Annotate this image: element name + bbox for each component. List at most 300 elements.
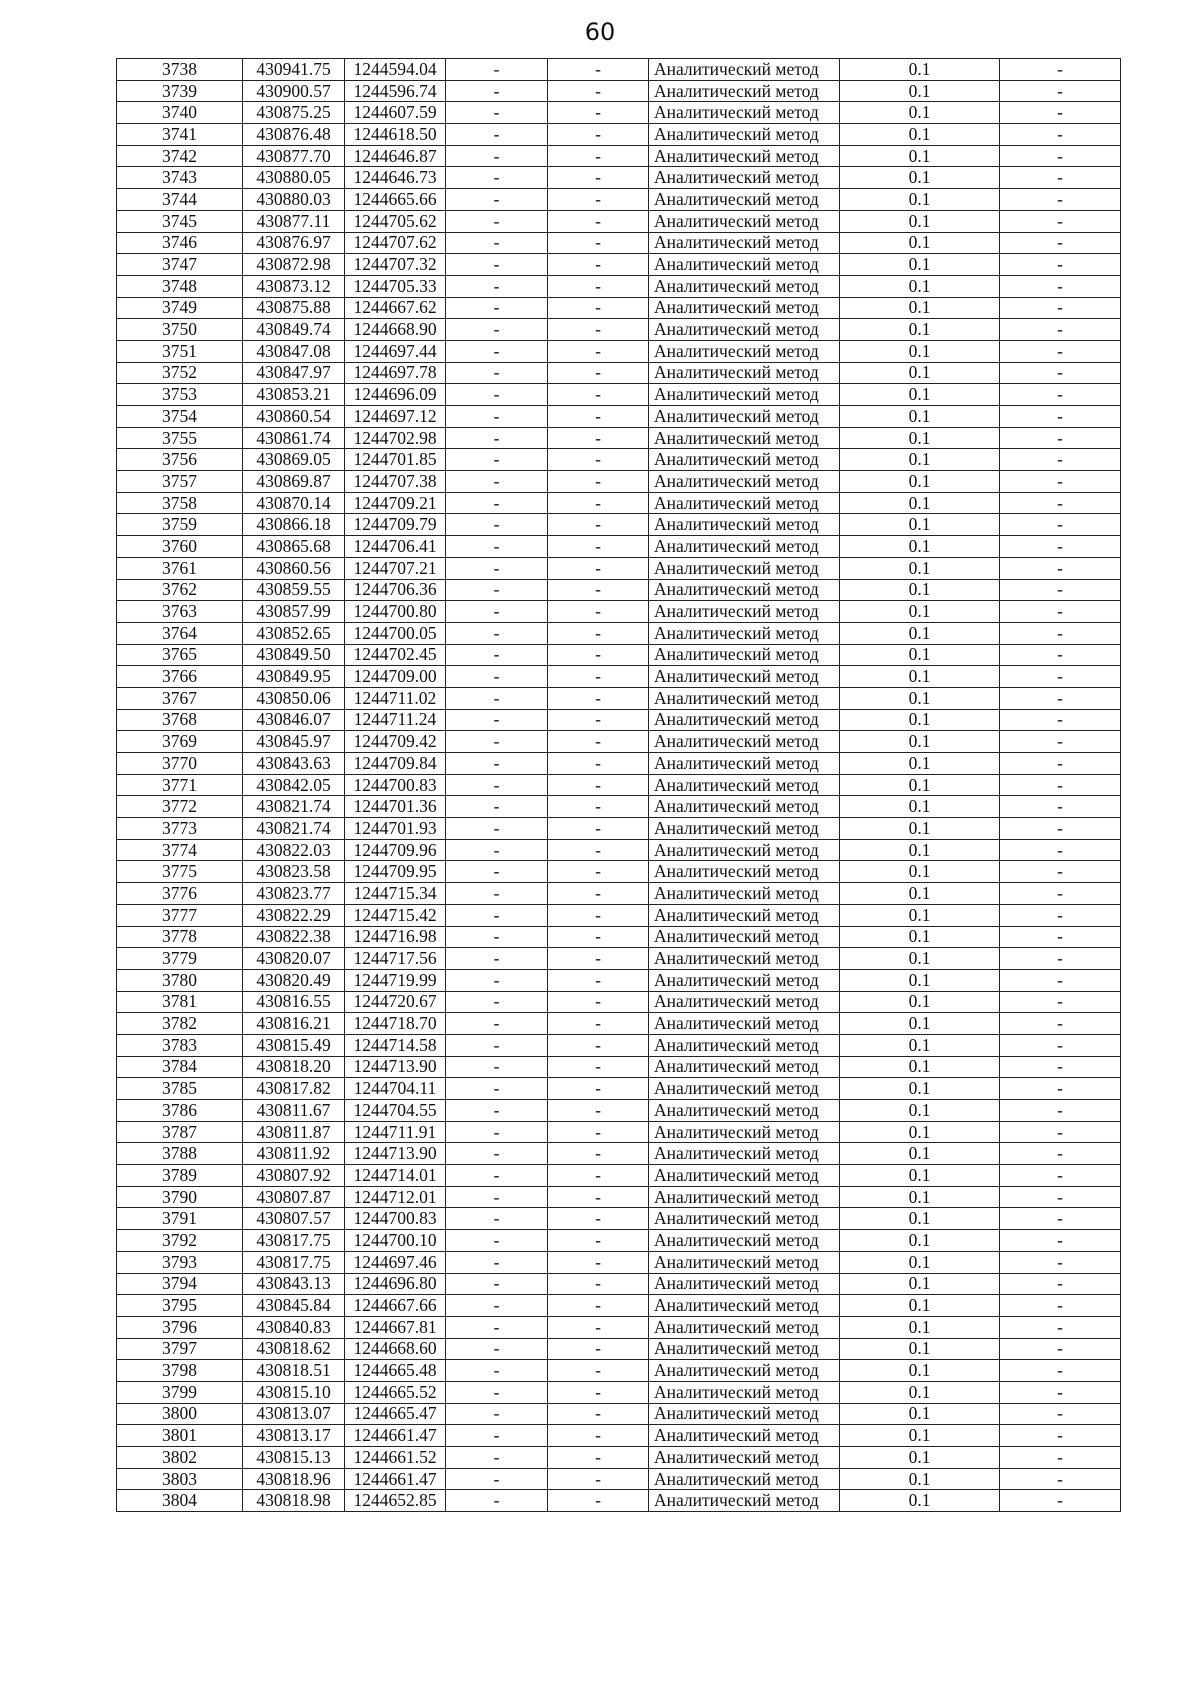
cell-coord-x: 430820.49 — [243, 969, 345, 991]
cell-method: Аналитический метод — [649, 514, 840, 536]
cell-accuracy: 0.1 — [840, 731, 1000, 753]
table-row — [117, 254, 1121, 276]
cell-method: Аналитический метод — [649, 818, 840, 840]
cell-col-dash-3: - — [1000, 926, 1121, 948]
cell-col-dash-2: - — [548, 102, 649, 124]
cell-col-dash-3: - — [1000, 210, 1121, 232]
table-row — [117, 1230, 1121, 1252]
cell-col-dash-1: - — [446, 1208, 548, 1230]
table-row — [117, 275, 1121, 297]
table-row — [117, 514, 1121, 536]
cell-col-dash-3: - — [1000, 1295, 1121, 1317]
cell-method: Аналитический метод — [649, 1100, 840, 1122]
cell-accuracy: 0.1 — [840, 210, 1000, 232]
cell-coord-y: 1244711.02 — [345, 687, 446, 709]
cell-accuracy: 0.1 — [840, 1295, 1000, 1317]
cell-coord-y: 1244696.09 — [345, 384, 446, 406]
cell-col-dash-2: - — [548, 1381, 649, 1403]
cell-coord-y: 1244667.66 — [345, 1295, 446, 1317]
cell-accuracy: 0.1 — [840, 1056, 1000, 1078]
cell-col-dash-1: - — [446, 384, 548, 406]
cell-accuracy: 0.1 — [840, 687, 1000, 709]
cell-col-dash-2: - — [548, 319, 649, 341]
cell-point-number: 3784 — [117, 1056, 243, 1078]
cell-accuracy: 0.1 — [840, 362, 1000, 384]
cell-col-dash-2: - — [548, 145, 649, 167]
cell-accuracy: 0.1 — [840, 1273, 1000, 1295]
cell-coord-x: 430845.84 — [243, 1295, 345, 1317]
cell-point-number: 3774 — [117, 839, 243, 861]
cell-col-dash-3: - — [1000, 1078, 1121, 1100]
cell-coord-y: 1244711.24 — [345, 709, 446, 731]
cell-method: Аналитический метод — [649, 362, 840, 384]
cell-coord-y: 1244700.05 — [345, 622, 446, 644]
cell-point-number: 3746 — [117, 232, 243, 254]
cell-col-dash-2: - — [548, 362, 649, 384]
cell-coord-y: 1244707.21 — [345, 557, 446, 579]
cell-col-dash-1: - — [446, 275, 548, 297]
cell-accuracy: 0.1 — [840, 1078, 1000, 1100]
table-row — [117, 1316, 1121, 1338]
cell-col-dash-3: - — [1000, 1381, 1121, 1403]
cell-accuracy: 0.1 — [840, 427, 1000, 449]
cell-coord-y: 1244705.62 — [345, 210, 446, 232]
cell-accuracy: 0.1 — [840, 796, 1000, 818]
cell-col-dash-2: - — [548, 406, 649, 428]
cell-col-dash-1: - — [446, 80, 548, 102]
cell-col-dash-2: - — [548, 557, 649, 579]
cell-coord-y: 1244667.62 — [345, 297, 446, 319]
cell-col-dash-1: - — [446, 471, 548, 493]
cell-col-dash-1: - — [446, 210, 548, 232]
cell-col-dash-1: - — [446, 232, 548, 254]
table-row — [117, 904, 1121, 926]
table-row — [117, 1360, 1121, 1382]
cell-point-number: 3745 — [117, 210, 243, 232]
cell-col-dash-3: - — [1000, 557, 1121, 579]
cell-point-number: 3748 — [117, 275, 243, 297]
table-row — [117, 753, 1121, 775]
cell-col-dash-3: - — [1000, 1034, 1121, 1056]
cell-coord-x: 430821.74 — [243, 818, 345, 840]
cell-col-dash-3: - — [1000, 1186, 1121, 1208]
cell-coord-y: 1244709.42 — [345, 731, 446, 753]
table-row — [117, 1447, 1121, 1469]
cell-col-dash-1: - — [446, 644, 548, 666]
cell-col-dash-1: - — [446, 1447, 548, 1469]
cell-coord-x: 430847.97 — [243, 362, 345, 384]
cell-accuracy: 0.1 — [840, 167, 1000, 189]
cell-col-dash-3: - — [1000, 1273, 1121, 1295]
cell-col-dash-3: - — [1000, 579, 1121, 601]
cell-accuracy: 0.1 — [840, 80, 1000, 102]
cell-col-dash-1: - — [446, 948, 548, 970]
cell-point-number: 3752 — [117, 362, 243, 384]
cell-col-dash-3: - — [1000, 492, 1121, 514]
table-row — [117, 124, 1121, 146]
cell-coord-y: 1244709.84 — [345, 753, 446, 775]
cell-col-dash-1: - — [446, 1381, 548, 1403]
table-row — [117, 1165, 1121, 1187]
table-row — [117, 1121, 1121, 1143]
cell-col-dash-2: - — [548, 818, 649, 840]
cell-coord-y: 1244706.41 — [345, 536, 446, 558]
table-row — [117, 536, 1121, 558]
cell-col-dash-3: - — [1000, 666, 1121, 688]
cell-col-dash-1: - — [446, 1490, 548, 1512]
cell-coord-x: 430849.50 — [243, 644, 345, 666]
table-row — [117, 839, 1121, 861]
cell-col-dash-2: - — [548, 1208, 649, 1230]
cell-col-dash-2: - — [548, 1295, 649, 1317]
cell-method: Аналитический метод — [649, 1338, 840, 1360]
cell-accuracy: 0.1 — [840, 1403, 1000, 1425]
cell-col-dash-1: - — [446, 145, 548, 167]
cell-point-number: 3794 — [117, 1273, 243, 1295]
cell-col-dash-1: - — [446, 1121, 548, 1143]
cell-col-dash-3: - — [1000, 102, 1121, 124]
cell-method: Аналитический метод — [649, 839, 840, 861]
table-row — [117, 1186, 1121, 1208]
cell-coord-y: 1244700.10 — [345, 1230, 446, 1252]
cell-point-number: 3770 — [117, 753, 243, 775]
cell-coord-x: 430846.07 — [243, 709, 345, 731]
cell-method: Аналитический метод — [649, 1425, 840, 1447]
cell-accuracy: 0.1 — [840, 189, 1000, 211]
cell-method: Аналитический метод — [649, 579, 840, 601]
cell-point-number: 3797 — [117, 1338, 243, 1360]
cell-coord-y: 1244646.73 — [345, 167, 446, 189]
cell-accuracy: 0.1 — [840, 1230, 1000, 1252]
cell-method: Аналитический метод — [649, 1078, 840, 1100]
cell-col-dash-1: - — [446, 297, 548, 319]
cell-method: Аналитический метод — [649, 1468, 840, 1490]
cell-point-number: 3771 — [117, 774, 243, 796]
cell-coord-y: 1244700.83 — [345, 774, 446, 796]
cell-accuracy: 0.1 — [840, 557, 1000, 579]
cell-col-dash-2: - — [548, 1056, 649, 1078]
table-row — [117, 1273, 1121, 1295]
cell-accuracy: 0.1 — [840, 818, 1000, 840]
cell-accuracy: 0.1 — [840, 904, 1000, 926]
cell-coord-x: 430847.08 — [243, 340, 345, 362]
cell-coord-x: 430816.21 — [243, 1013, 345, 1035]
cell-col-dash-2: - — [548, 232, 649, 254]
cell-method: Аналитический метод — [649, 622, 840, 644]
cell-coord-y: 1244707.38 — [345, 471, 446, 493]
table-row — [117, 948, 1121, 970]
cell-col-dash-1: - — [446, 1403, 548, 1425]
cell-col-dash-2: - — [548, 1468, 649, 1490]
cell-method: Аналитический метод — [649, 1251, 840, 1273]
cell-accuracy: 0.1 — [840, 319, 1000, 341]
cell-col-dash-2: - — [548, 709, 649, 731]
table-row — [117, 1381, 1121, 1403]
cell-method: Аналитический метод — [649, 709, 840, 731]
cell-col-dash-2: - — [548, 254, 649, 276]
table-row — [117, 471, 1121, 493]
cell-method: Аналитический метод — [649, 969, 840, 991]
table-row — [117, 59, 1121, 81]
cell-col-dash-3: - — [1000, 969, 1121, 991]
cell-accuracy: 0.1 — [840, 601, 1000, 623]
table-row — [117, 709, 1121, 731]
cell-col-dash-1: - — [446, 1078, 548, 1100]
cell-coord-x: 430822.29 — [243, 904, 345, 926]
cell-col-dash-3: - — [1000, 275, 1121, 297]
cell-method: Аналитический метод — [649, 427, 840, 449]
cell-col-dash-1: - — [446, 687, 548, 709]
cell-col-dash-3: - — [1000, 449, 1121, 471]
table-row — [117, 969, 1121, 991]
cell-accuracy: 0.1 — [840, 926, 1000, 948]
cell-method: Аналитический метод — [649, 991, 840, 1013]
cell-point-number: 3765 — [117, 644, 243, 666]
table-row — [117, 384, 1121, 406]
cell-accuracy: 0.1 — [840, 124, 1000, 146]
cell-col-dash-1: - — [446, 904, 548, 926]
cell-method: Аналитический метод — [649, 1490, 840, 1512]
cell-coord-x: 430870.14 — [243, 492, 345, 514]
cell-col-dash-1: - — [446, 59, 548, 81]
cell-coord-y: 1244697.46 — [345, 1251, 446, 1273]
cell-col-dash-3: - — [1000, 514, 1121, 536]
cell-col-dash-3: - — [1000, 167, 1121, 189]
cell-col-dash-2: - — [548, 1490, 649, 1512]
cell-method: Аналитический метод — [649, 275, 840, 297]
cell-method: Аналитический метод — [649, 861, 840, 883]
cell-col-dash-3: - — [1000, 427, 1121, 449]
cell-coord-x: 430822.38 — [243, 926, 345, 948]
cell-col-dash-3: - — [1000, 948, 1121, 970]
cell-col-dash-2: - — [548, 622, 649, 644]
table-row — [117, 644, 1121, 666]
cell-col-dash-1: - — [446, 1425, 548, 1447]
cell-col-dash-2: - — [548, 1338, 649, 1360]
cell-col-dash-1: - — [446, 167, 548, 189]
cell-col-dash-3: - — [1000, 991, 1121, 1013]
cell-coord-y: 1244706.36 — [345, 579, 446, 601]
table-row — [117, 926, 1121, 948]
cell-method: Аналитический метод — [649, 1056, 840, 1078]
cell-point-number: 3750 — [117, 319, 243, 341]
cell-col-dash-2: - — [548, 1447, 649, 1469]
cell-col-dash-2: - — [548, 753, 649, 775]
cell-col-dash-1: - — [446, 189, 548, 211]
cell-coord-x: 430811.92 — [243, 1143, 345, 1165]
cell-col-dash-3: - — [1000, 861, 1121, 883]
table-row — [117, 1013, 1121, 1035]
cell-col-dash-2: - — [548, 1100, 649, 1122]
cell-col-dash-3: - — [1000, 1403, 1121, 1425]
cell-coord-x: 430857.99 — [243, 601, 345, 623]
table-row — [117, 1338, 1121, 1360]
cell-coord-x: 430817.82 — [243, 1078, 345, 1100]
cell-col-dash-1: - — [446, 1056, 548, 1078]
cell-col-dash-2: - — [548, 492, 649, 514]
cell-coord-x: 430849.74 — [243, 319, 345, 341]
cell-accuracy: 0.1 — [840, 1360, 1000, 1382]
cell-col-dash-2: - — [548, 883, 649, 905]
cell-col-dash-3: - — [1000, 340, 1121, 362]
cell-col-dash-3: - — [1000, 80, 1121, 102]
cell-method: Аналитический метод — [649, 449, 840, 471]
cell-col-dash-1: - — [446, 709, 548, 731]
cell-col-dash-3: - — [1000, 731, 1121, 753]
cell-col-dash-3: - — [1000, 839, 1121, 861]
cell-method: Аналитический метод — [649, 471, 840, 493]
cell-accuracy: 0.1 — [840, 1251, 1000, 1273]
cell-col-dash-3: - — [1000, 254, 1121, 276]
cell-coord-x: 430823.77 — [243, 883, 345, 905]
cell-coord-y: 1244713.90 — [345, 1056, 446, 1078]
cell-accuracy: 0.1 — [840, 1186, 1000, 1208]
cell-coord-x: 430865.68 — [243, 536, 345, 558]
cell-col-dash-3: - — [1000, 1230, 1121, 1252]
cell-point-number: 3782 — [117, 1013, 243, 1035]
cell-method: Аналитический метод — [649, 731, 840, 753]
cell-coord-y: 1244704.11 — [345, 1078, 446, 1100]
cell-accuracy: 0.1 — [840, 579, 1000, 601]
cell-accuracy: 0.1 — [840, 883, 1000, 905]
cell-coord-y: 1244652.85 — [345, 1490, 446, 1512]
cell-coord-x: 430859.55 — [243, 579, 345, 601]
cell-col-dash-3: - — [1000, 1121, 1121, 1143]
cell-col-dash-1: - — [446, 926, 548, 948]
cell-col-dash-1: - — [446, 449, 548, 471]
cell-col-dash-3: - — [1000, 1165, 1121, 1187]
cell-col-dash-1: - — [446, 362, 548, 384]
cell-point-number: 3788 — [117, 1143, 243, 1165]
table-row — [117, 818, 1121, 840]
cell-coord-y: 1244716.98 — [345, 926, 446, 948]
cell-coord-y: 1244701.93 — [345, 818, 446, 840]
cell-method: Аналитический метод — [649, 1360, 840, 1382]
cell-accuracy: 0.1 — [840, 514, 1000, 536]
cell-method: Аналитический метод — [649, 210, 840, 232]
cell-col-dash-3: - — [1000, 59, 1121, 81]
cell-accuracy: 0.1 — [840, 340, 1000, 362]
cell-col-dash-2: - — [548, 839, 649, 861]
cell-method: Аналитический метод — [649, 1208, 840, 1230]
cell-coord-x: 430872.98 — [243, 254, 345, 276]
cell-col-dash-1: - — [446, 557, 548, 579]
cell-coord-x: 430818.20 — [243, 1056, 345, 1078]
cell-col-dash-1: - — [446, 254, 548, 276]
cell-col-dash-2: - — [548, 1034, 649, 1056]
cell-coord-y: 1244701.85 — [345, 449, 446, 471]
cell-coord-x: 430900.57 — [243, 80, 345, 102]
cell-point-number: 3739 — [117, 80, 243, 102]
cell-col-dash-2: - — [548, 449, 649, 471]
cell-method: Аналитический метод — [649, 883, 840, 905]
cell-coord-y: 1244668.90 — [345, 319, 446, 341]
cell-method: Аналитический метод — [649, 1143, 840, 1165]
cell-col-dash-3: - — [1000, 384, 1121, 406]
cell-coord-x: 430873.12 — [243, 275, 345, 297]
cell-method: Аналитический метод — [649, 1230, 840, 1252]
cell-point-number: 3793 — [117, 1251, 243, 1273]
table-row — [117, 1100, 1121, 1122]
cell-coord-x: 430842.05 — [243, 774, 345, 796]
cell-point-number: 3781 — [117, 991, 243, 1013]
cell-col-dash-3: - — [1000, 1316, 1121, 1338]
cell-method: Аналитический метод — [649, 1165, 840, 1187]
cell-point-number: 3780 — [117, 969, 243, 991]
table-row — [117, 1295, 1121, 1317]
cell-col-dash-2: - — [548, 275, 649, 297]
cell-accuracy: 0.1 — [840, 1316, 1000, 1338]
cell-coord-y: 1244646.87 — [345, 145, 446, 167]
cell-method: Аналитический метод — [649, 948, 840, 970]
cell-accuracy: 0.1 — [840, 969, 1000, 991]
table-row — [117, 579, 1121, 601]
cell-point-number: 3796 — [117, 1316, 243, 1338]
page-number: 60 — [584, 18, 616, 46]
cell-col-dash-2: - — [548, 1143, 649, 1165]
cell-col-dash-3: - — [1000, 297, 1121, 319]
cell-col-dash-1: - — [446, 1295, 548, 1317]
cell-col-dash-1: - — [446, 622, 548, 644]
cell-coord-y: 1244697.78 — [345, 362, 446, 384]
cell-coord-x: 430815.13 — [243, 1447, 345, 1469]
cell-method: Аналитический метод — [649, 1121, 840, 1143]
table-row — [117, 687, 1121, 709]
table-row — [117, 406, 1121, 428]
cell-point-number: 3802 — [117, 1447, 243, 1469]
cell-point-number: 3769 — [117, 731, 243, 753]
cell-col-dash-1: - — [446, 1230, 548, 1252]
cell-col-dash-1: - — [446, 1468, 548, 1490]
cell-coord-x: 430860.54 — [243, 406, 345, 428]
cell-point-number: 3767 — [117, 687, 243, 709]
table-row — [117, 145, 1121, 167]
cell-coord-x: 430807.57 — [243, 1208, 345, 1230]
cell-accuracy: 0.1 — [840, 297, 1000, 319]
cell-point-number: 3800 — [117, 1403, 243, 1425]
table-row — [117, 189, 1121, 211]
cell-method: Аналитический метод — [649, 1381, 840, 1403]
cell-col-dash-2: - — [548, 579, 649, 601]
cell-point-number: 3801 — [117, 1425, 243, 1447]
cell-coord-x: 430849.95 — [243, 666, 345, 688]
cell-method: Аналитический метод — [649, 1186, 840, 1208]
cell-col-dash-2: - — [548, 1316, 649, 1338]
table-row — [117, 1208, 1121, 1230]
cell-coord-x: 430850.06 — [243, 687, 345, 709]
cell-col-dash-2: - — [548, 1013, 649, 1035]
cell-coord-y: 1244696.80 — [345, 1273, 446, 1295]
table-row — [117, 622, 1121, 644]
cell-point-number: 3749 — [117, 297, 243, 319]
cell-method: Аналитический метод — [649, 167, 840, 189]
cell-method: Аналитический метод — [649, 406, 840, 428]
cell-accuracy: 0.1 — [840, 232, 1000, 254]
cell-accuracy: 0.1 — [840, 1338, 1000, 1360]
table-row — [117, 1056, 1121, 1078]
table-row — [117, 319, 1121, 341]
cell-col-dash-2: - — [548, 644, 649, 666]
cell-coord-y: 1244665.47 — [345, 1403, 446, 1425]
table-row — [117, 1490, 1121, 1512]
cell-coord-y: 1244714.01 — [345, 1165, 446, 1187]
cell-point-number: 3761 — [117, 557, 243, 579]
cell-coord-x: 430818.62 — [243, 1338, 345, 1360]
cell-col-dash-2: - — [548, 59, 649, 81]
cell-col-dash-2: - — [548, 666, 649, 688]
cell-col-dash-2: - — [548, 80, 649, 102]
cell-coord-y: 1244596.74 — [345, 80, 446, 102]
